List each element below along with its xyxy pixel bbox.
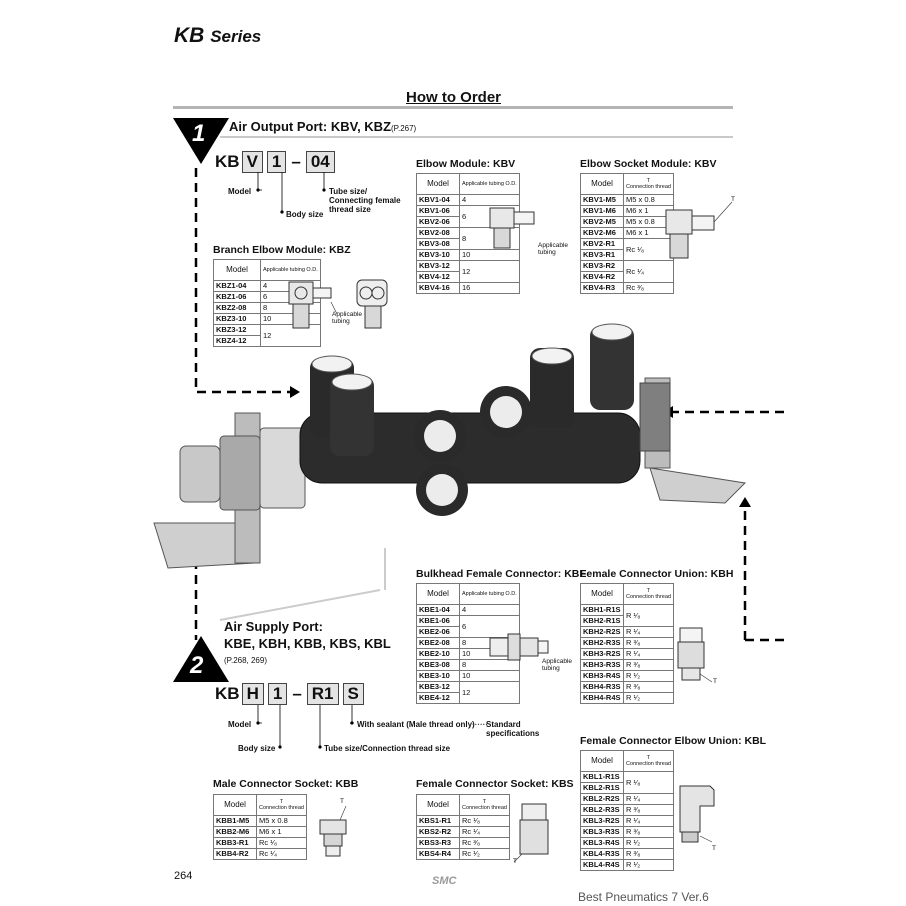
table-row: KBL4-R4S R ¹⁄₂ [581, 860, 674, 871]
kbh-table [580, 583, 674, 704]
kbb-t-label: T [340, 798, 344, 805]
table-row: KBL3-R2S R ¹⁄₄ [581, 816, 674, 827]
table-row: KBE2-06 [417, 627, 520, 638]
section2-body-size-label: Body size [238, 744, 276, 753]
table-row: KBL2-R1S [581, 783, 674, 794]
manifold-product-image [150, 318, 750, 578]
kbb-col-thread: T Connection thread [257, 795, 307, 816]
section1-title-text: Air Output Port: KBV, KBZ [229, 119, 392, 134]
kbv-illustration [486, 200, 546, 254]
kbs-col-thread: T Connection thread [460, 795, 510, 816]
kbv-col-tubing: Applicable tubing O.D. [460, 174, 520, 195]
code-tube-box: 04 [306, 151, 335, 173]
table-row: KBZ1-06 6 [214, 292, 321, 303]
table-row: KBB2-M6 M6 x 1 [214, 827, 307, 838]
code-type-box: H [242, 683, 264, 705]
table-row: KBH3-R2S R ¹⁄₄ [581, 649, 674, 660]
section2-order-code [215, 683, 366, 705]
kbvs-col-model: Model [581, 174, 624, 195]
table-row: KBE3-12 12 [417, 682, 520, 693]
section1-body-size-label: Body size [286, 210, 324, 219]
series-name: KB [174, 24, 205, 47]
code-type-box: V [242, 151, 263, 173]
kbb-col-model: Model [214, 795, 257, 816]
table-row: KBE1-06 6 [417, 616, 520, 627]
section1-code-connectors [200, 170, 350, 220]
table-row: KBH3-R3S R ³⁄₈ [581, 660, 674, 671]
kbs-title: Female Connector Socket: KBS [416, 778, 574, 790]
table-row: KBS3-R3 Rc ³⁄₈ [417, 838, 510, 849]
table-row: KBV1-M6 M6 x 1 [581, 206, 674, 217]
table-row: KBV2-M6 M6 x 1 [581, 228, 674, 239]
kbs-col-model: Model [417, 795, 460, 816]
kbh-t-label: T [713, 678, 717, 685]
table-row: KBH1-R1S R ¹⁄₈ [581, 605, 674, 616]
kbe-tubing-caption: Applicable tubing [542, 658, 572, 672]
kbl-title: Female Connector Elbow Union: KBL [580, 735, 767, 747]
table-row: KBV4-16 16 [417, 283, 520, 294]
table-row: KBH4-R3S R ³⁄₈ [581, 682, 674, 693]
kbl-table [580, 750, 674, 871]
section2-page-ref: (P.268, 269) [224, 656, 267, 665]
table-row: KBS4-R4 Rc ¹⁄₂ [417, 849, 510, 860]
table-row: KBH4-R4S R ¹⁄₂ [581, 693, 674, 704]
table-row: KBZ4-12 [214, 336, 321, 347]
table-row: KBV3-R2 Rc ¹⁄₄ [581, 261, 674, 272]
table-row: KBL2-R3S R ³⁄₈ [581, 805, 674, 816]
code-thread-box: R1 [307, 683, 339, 705]
table-row: KBZ3-12 12 [214, 325, 321, 336]
table-row: KBZ2-08 8 [214, 303, 321, 314]
series-word: Series [210, 27, 262, 46]
kbz-col-model: Model [214, 260, 261, 281]
table-row: KBE1-04 4 [417, 605, 520, 616]
table-row: KBV3-10 10 [417, 250, 520, 261]
kbz-tubing-caption: Applicable tubing [332, 311, 362, 325]
code-body-box: 1 [268, 683, 287, 705]
section2-standard-label: Standard specifications [486, 720, 540, 738]
kbe-title: Bulkhead Female Connector: KBE [416, 568, 587, 580]
kbv-socket-title: Elbow Socket Module: KBV [580, 158, 717, 170]
code-prefix: KB [215, 684, 240, 703]
table-row: KBV3-12 12 [417, 261, 520, 272]
section2-sealant-label: With sealant (Male thread only) [357, 720, 475, 729]
kbz-title: Branch Elbow Module: KBZ [213, 244, 351, 256]
section1-number: 1 [192, 120, 206, 147]
table-row: KBV2-08 8 [417, 228, 520, 239]
table-row: KBV1-06 6 [417, 206, 520, 217]
table-row: KBB3-R1 Rc ¹⁄₈ [214, 838, 307, 849]
kbv-title: Elbow Module: KBV [416, 158, 516, 170]
section1-page-ref: (P.267) [391, 124, 417, 133]
table-row: KBV4-R3 Rc ³⁄₈ [581, 283, 674, 294]
table-row: KBL2-R2S R ¹⁄₄ [581, 794, 674, 805]
kbv-tubing-caption: Applicable tubing [538, 242, 568, 256]
table-row: KBV2-06 [417, 217, 520, 228]
smc-logo: SMC [432, 875, 457, 887]
table-row: KBH2-R3S R ³⁄₈ [581, 638, 674, 649]
kbl-t-label: T [712, 845, 716, 852]
section1-title [229, 119, 416, 134]
section2-tube-size-label: Tube size/Connection thread size [324, 744, 451, 753]
kbb-title: Male Connector Socket: KBB [213, 778, 359, 790]
table-row: KBL4-R3S R ³⁄₈ [581, 849, 674, 860]
code-dash: – [291, 152, 301, 171]
kbe-col-model: Model [417, 584, 460, 605]
code-sealant-box: S [343, 683, 364, 705]
table-row: KBV2-R1 Rc ¹⁄₈ [581, 239, 674, 250]
table-row: KBE4-12 [417, 693, 520, 704]
kbl-col-thread: T Connection thread [624, 751, 674, 772]
table-row: KBB4-R2 Rc ¹⁄₄ [214, 849, 307, 860]
table-row: KBV3-08 [417, 239, 520, 250]
table-row: KBL3-R4S R ¹⁄₂ [581, 838, 674, 849]
kbs-t-label: T [513, 858, 517, 865]
kbb-illustration [310, 800, 360, 860]
how-to-order-heading: How to Order [406, 89, 502, 106]
table-row: KBL3-R3S R ³⁄₈ [581, 827, 674, 838]
kbb-table [213, 794, 307, 860]
table-row: KBH2-R2S R ¹⁄₄ [581, 627, 674, 638]
table-row: KBE2-10 10 [417, 649, 520, 660]
kbs-illustration [510, 800, 560, 870]
section2-dots: ······ [472, 720, 488, 729]
section2-title-line2: KBE, KBH, KBB, KBS, KBL [224, 636, 391, 651]
kbl-illustration [670, 776, 726, 846]
kbl-col-model: Model [581, 751, 624, 772]
section1-model-label: Model [228, 187, 252, 196]
page-number: 264 [174, 870, 193, 882]
kbh-col-model: Model [581, 584, 624, 605]
section2-number: 2 [190, 652, 204, 679]
section1-tube-size-label: Tube size/ Connecting female thread size [329, 187, 401, 214]
kbe-col-tubing: Applicable tubing O.D. [460, 584, 520, 605]
kbs-table [416, 794, 510, 860]
table-row: KBE3-10 10 [417, 671, 520, 682]
table-row: KBV4-12 [417, 272, 520, 283]
kbh-col-thread: T Connection thread [624, 584, 674, 605]
kbv-col-model: Model [417, 174, 460, 195]
kbz-col-tubing: Applicable tubing O.D. [261, 260, 321, 281]
kbv-socket-illustration [660, 196, 740, 266]
table-row: KBV2-M5 M5 x 0.8 [581, 217, 674, 228]
section2-title-line1: Air Supply Port: [224, 619, 323, 634]
kbv-socket-t-label: T [731, 196, 735, 203]
kbh-title: Female Connector Union: KBH [580, 568, 734, 580]
table-row: KBH3-R4S R ¹⁄₂ [581, 671, 674, 682]
table-row: KBH2-R1S [581, 616, 674, 627]
table-row: KBB1-M5 M5 x 0.8 [214, 816, 307, 827]
table-row: KBS1-R1 Rc ¹⁄₈ [417, 816, 510, 827]
table-row: KBV3-R1 [581, 250, 674, 261]
code-prefix: KB [215, 152, 240, 171]
table-row: KBE3-08 8 [417, 660, 520, 671]
table-row: KBL1-R1S R ¹⁄₈ [581, 772, 674, 783]
table-row: KBV4-R2 [581, 272, 674, 283]
publication-name: Best Pneumatics 7 Ver.6 [578, 890, 709, 904]
table-row: KBZ3-10 10 [214, 314, 321, 325]
code-dash: – [292, 684, 302, 703]
table-row: KBV1-M5 M5 x 0.8 [581, 195, 674, 206]
table-row: KBZ1-04 4 [214, 281, 321, 292]
table-row: KBE2-08 8 [417, 638, 520, 649]
section2-model-label: Model [228, 720, 252, 729]
code-body-box: 1 [267, 151, 286, 173]
kbvs-col-thread: T Connection thread [624, 174, 674, 195]
table-row: KBV1-04 4 [417, 195, 520, 206]
table-row: KBS2-R2 Rc ¹⁄₄ [417, 827, 510, 838]
